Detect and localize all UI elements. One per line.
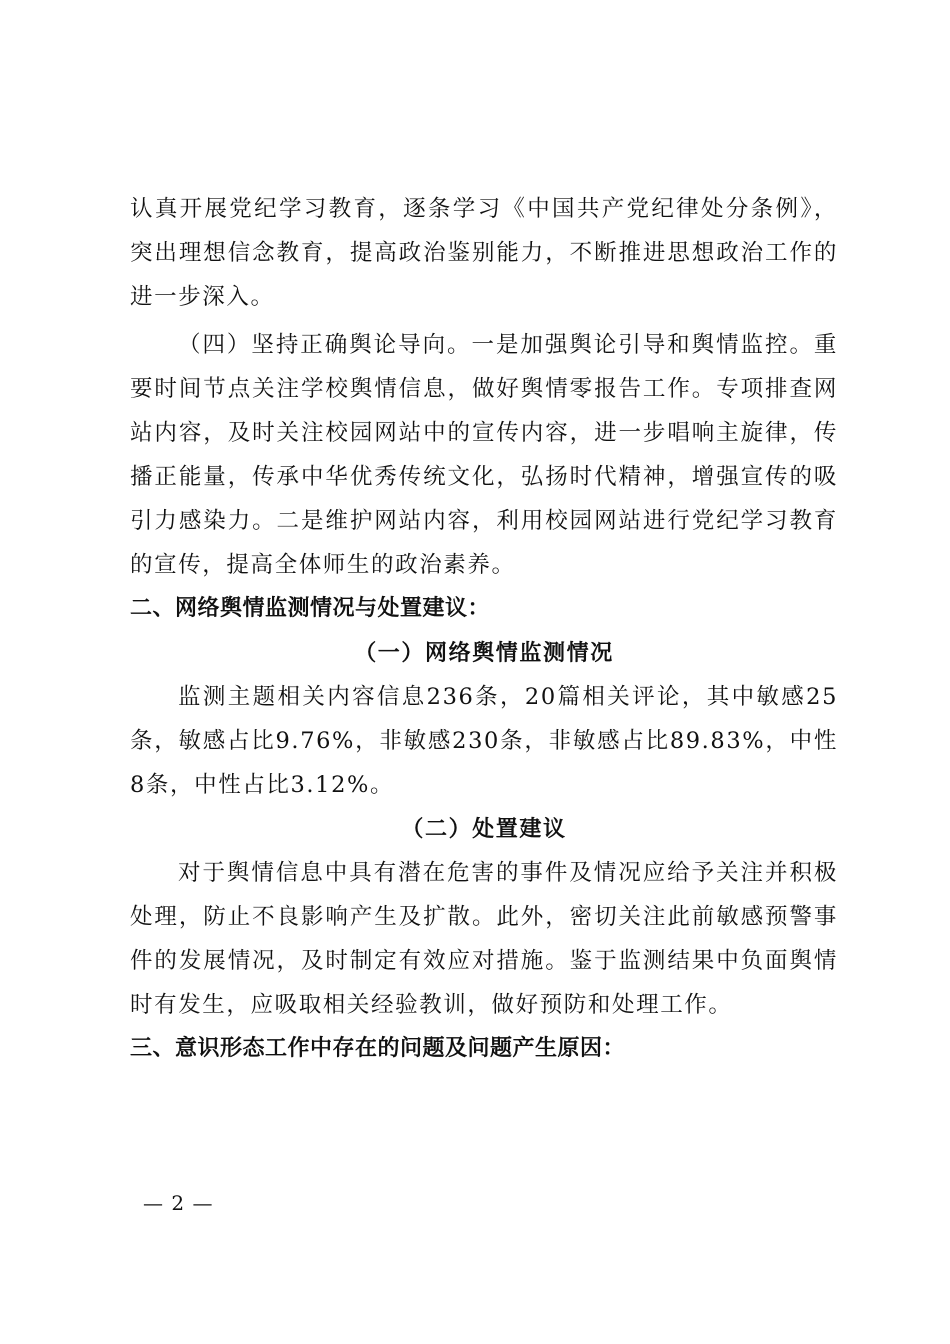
section-heading-3: 三、意识形态工作中存在的问题及问题产生原因：	[130, 1036, 626, 1061]
paragraph-continuation: 认真开展党纪学习教育，逐条学习《中国共产党纪律处分条例》，突出理想信念教育，提高政治鉴别能力，不断推进思想政治工作的进一步深入。	[130, 196, 838, 310]
subsection-heading-suggestions: （二）处置建议	[401, 816, 567, 842]
section-heading-2: 二、网络舆情监测情况与处置建议：	[130, 596, 491, 621]
paragraph-monitoring-stats: 监测主题相关内容信息236条，20篇相关评论，其中敏感25条，敏感占比9.76%，非敏感230条，非敏感占比89.83%，中性8条，中性占比3.12%。	[130, 684, 838, 798]
paragraph-suggestions: 对于舆情信息中具有潜在危害的事件及情况应给予关注并积极处理，防止不良影响产生及扩散。此外，密切关注此前敏感预警事件的发展情况，及时制定有效应对措施。鉴于监测结果中负面舆情时有发生，应吸取相关经验教训，做好预防和处理工作。	[130, 860, 838, 1018]
subsection-heading-monitoring: （一）网络舆情监测情况	[354, 640, 614, 666]
document-body	[130, 187, 838, 1071]
page-number: — 2 —	[143, 1191, 214, 1215]
paragraph-public-opinion-guidance: （四）坚持正确舆论导向。一是加强舆论引导和舆情监控。重要时间节点关注学校舆情信息，做好舆情零报告工作。专项排查网站内容，及时关注校园网站中的宣传内容，进一步唱响主旋律，传播正能量，传承中华优秀传统文化，弘扬时代精神，增强宣传的吸引力感染力。二是维护网站内容，利用校园网站进行党纪学习教育的宣传，提高全体师生的政治素养。	[130, 332, 838, 578]
